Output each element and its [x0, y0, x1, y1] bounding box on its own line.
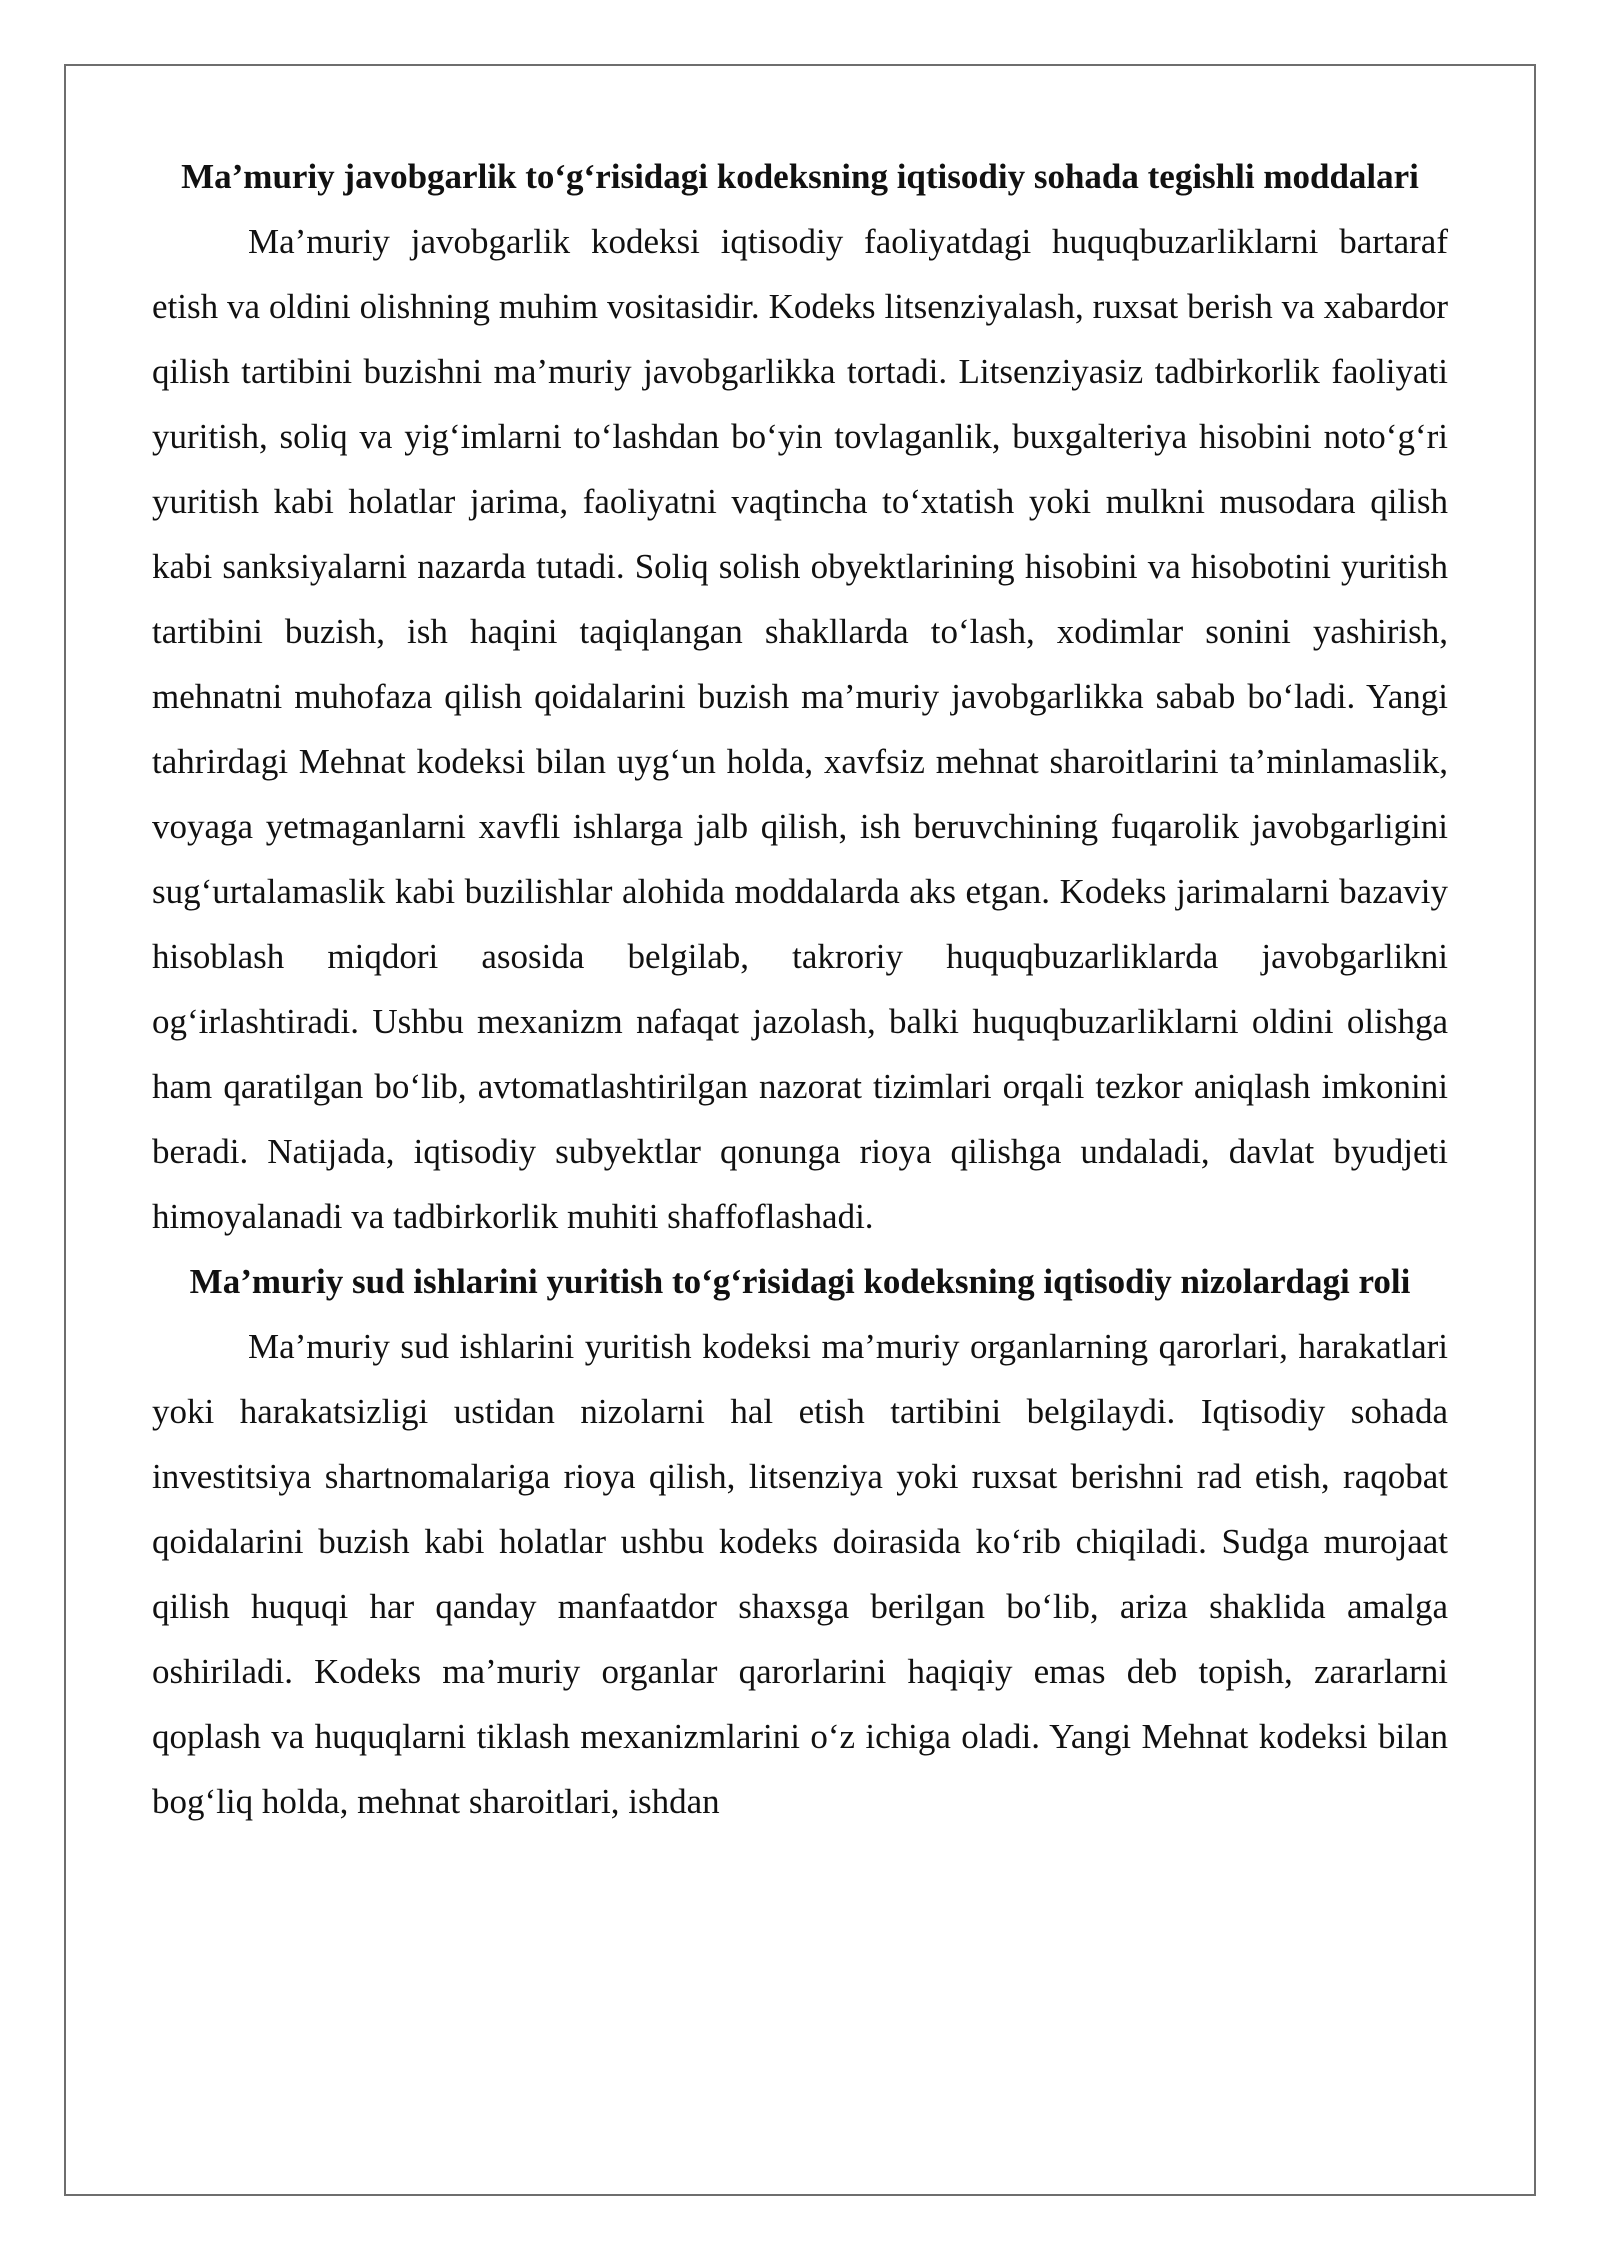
section-2-heading: Ma’muriy sud ishlarini yuritish to‘g‘risidagi kodeksning iqtisodiy nizolardagi roli — [189, 1262, 1411, 1301]
document-body — [152, 144, 1448, 1834]
section-1-heading: Ma’muriy javobgarlik to‘g‘risidagi kodeksning iqtisodiy sohada tegishli moddalari — [181, 157, 1419, 196]
section-1-paragraph: Ma’muriy javobgarlik kodeksi iqtisodiy faoliyatdagi huquqbuzarliklarni bartaraf etish va oldini olishning muhim vositasidir. Kodeks litsenziyalash, ruxsat berish va xabardor qilish tartibini buzishni ma’muriy javobgarlikka tortadi. Litsenziyasiz tadbirkorlik faoliyati yuritish, soliq va yig‘imlarni to‘lashdan bo‘yin tovlaganlik, buxgalteriya hisobini noto‘g‘ri yuritish kabi holatlar jarima, faoliyatni vaqtincha to‘xtatish yoki mulkni musodara qilish kabi sanksiyalarni nazarda tutadi. Soliq solish obyektlarining hisobini va hisobotini yuritish tartibini buzish, ish haqini taqiqlangan shakllarda to‘lash, xodimlar sonini yashirish, mehnatni muhofaza qilish qoidalarini buzish ma’muriy javobgarlikka sabab bo‘ladi. Yangi tahrirdagi Mehnat kodeksi bilan uyg‘un holda, xavfsiz mehnat sharoitlarini ta’minlamaslik, voyaga yetmaganlarni xavfli ishlarga jalb qilish, ish beruvchining fuqarolik javobgarligini sug‘urtalamaslik kabi buzilishlar alohida moddalarda aks etgan. Kodeks jarimalarni bazaviy hisoblash miqdori asosida belgilab, takroriy huquqbuzarliklarda javobgarlikni og‘irlashtiradi. Ushbu mexanizm nafaqat jazolash, balki huquqbuzarliklarni oldini olishga ham qaratilgan bo‘lib, avtomatlashtirilgan nazorat tizimlari orqali tezkor aniqlash imkonini beradi. Natijada, iqtisodiy subyektlar qonunga rioya qilishga undaladi, davlat byudjeti himoyalanadi va tadbirkorlik muhiti shaffoflashadi. — [152, 222, 1448, 1236]
section-2-paragraph: Ma’muriy sud ishlarini yuritish kodeksi ma’muriy organlarning qarorlari, harakatlari yoki harakatsizligi ustidan nizolarni hal etish tartibini belgilaydi. Iqtisodiy sohada investitsiya shartnomalariga rioya qilish, litsenziya yoki ruxsat berishni rad etish, raqobat qoidalarini buzish kabi holatlar ushbu kodeks doirasida ko‘rib chiqiladi. Sudga murojaat qilish huquqi har qanday manfaatdor shaxsga berilgan bo‘lib, ariza shaklida amalga oshiriladi. Kodeks ma’muriy organlar qarorlarini haqiqiy emas deb topish, zararlarni qoplash va huquqlarni tiklash mexanizmlarini o‘z ichiga oladi. Yangi Mehnat kodeksi bilan bog‘liq holda, mehnat sharoitlari, ishdan — [152, 1327, 1448, 1821]
